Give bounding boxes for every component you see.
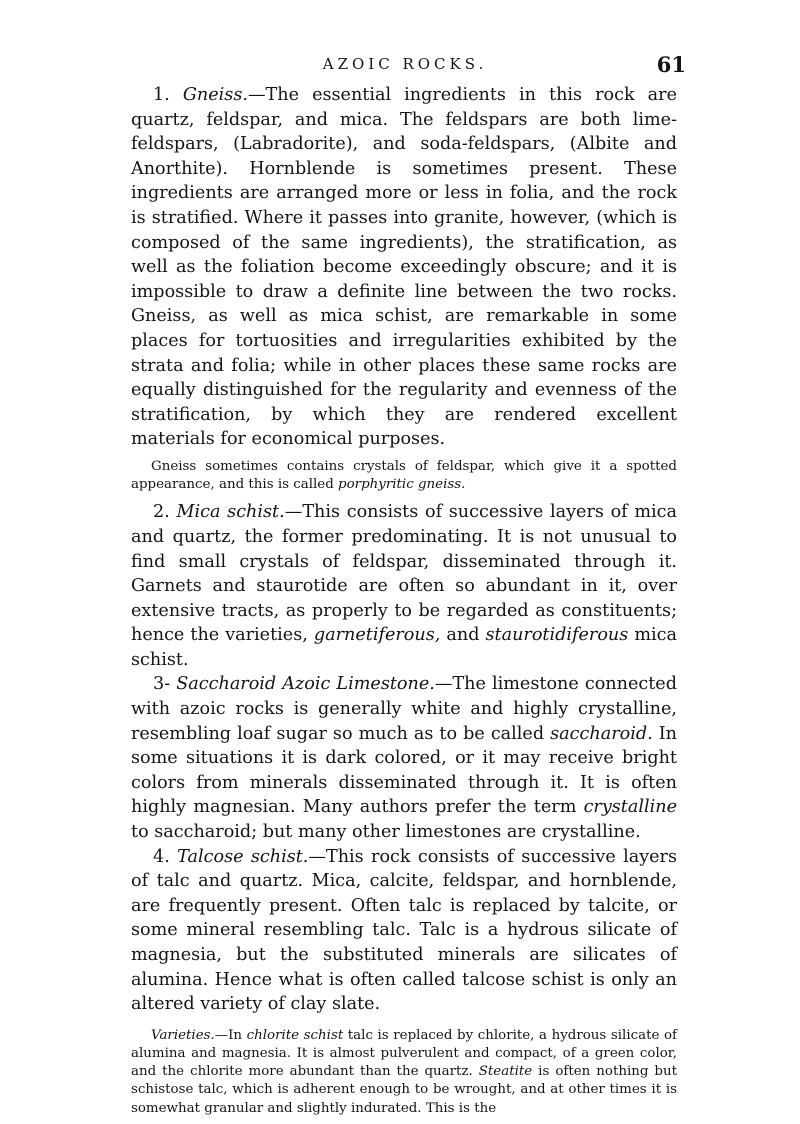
emphasis-term: crystalline [583, 797, 677, 818]
variety-term: staurotidiferous [485, 625, 629, 646]
paragraph-text: —The essential ingredients in this rock are quartz, feldspar, and mica. The feldspars are both lime-feldspars, (Labradorite), and soda-feldspars, (Albite and Anorthite). Hornblende is sometimes present. These ingredients are arranged more or less in folia, and the rock is stratified. Where it passes into granite, however, (which is composed of the same ingredients), the stratification, as well as the foliation become exceedingly obscure; and it is impossible to draw a definite line between the two rocks. Gneiss, as well as mica schist, are remarkable in some places for tortuosities and irregularities exhibited by the strata and folia; while in other places these same rocks are equally distinguished for the regularity and evenness of the stratification, by which they are rendered excellent materials for economical purposes. [131, 85, 677, 450]
paragraph-text: —The limestone connected with azoic rocks is generally white and highly crystalline, resembling loaf sugar so much as to be called [131, 674, 677, 744]
page-number: 61 [656, 52, 686, 77]
paragraph-text: and [440, 625, 486, 646]
running-title: AZOIC ROCKS. [322, 55, 488, 73]
note-varieties [131, 1027, 677, 1118]
section-number: 4. [153, 846, 170, 867]
paragraph-text: —This rock consists of successive layers of talc and quartz. Mica, calcite, feldspar, and hornblende, are frequently present. Often talc is replaced by talcite, or some mineral resembling talc. Talc is a hydrous silicate of magnesia, but the substituted minerals are silicates of alumina. Hence what is often called talcose schist is only an altered variety of clay slate. [131, 846, 677, 1015]
emphasis-term: saccharoid. [550, 723, 653, 744]
paragraph-text: In some situations it is dark colored, or it may receive bright colors from minerals disseminated through it. It is often highly magnesian. Many authors prefer the term [131, 723, 678, 818]
body-text [131, 83, 677, 1124]
paragraph-mica-schist [131, 500, 677, 672]
paragraph-gneiss [131, 83, 677, 452]
section-term: Talcose schist. [177, 846, 309, 867]
paragraph-text: —This consists of successive layers of mica and quartz, the former predominating. It is not unusual to find small crystals of feldspar, disseminated through it. Garnets and staurotide are often so abundant in it, over extensive tracts, as properly to be regarded as constituents; hence the varieties, [131, 502, 678, 646]
section-term: Saccharoid Azoic Limestone. [176, 674, 435, 695]
note-text: Gneiss sometimes contains crystals of feldspar, which give it a spotted appearance, and this is called [131, 458, 677, 493]
paragraph-text: mica schist. [131, 625, 677, 670]
section-number: 1. [153, 85, 170, 105]
section-number: 3- [153, 674, 171, 695]
note-term: Varieties. [151, 1027, 215, 1043]
note-porphyritic-gneiss [131, 458, 677, 494]
note-text: talc is replaced by chlorite, a hydrous silicate of alumina and magnesia. It is almost pulverulent and compact, of a green color, and the chlorite more abundant than the quartz. [131, 1027, 677, 1080]
section-term: Gneiss. [182, 85, 248, 105]
note-term: porphyritic gneiss. [338, 477, 466, 493]
variety-term: garnetiferous, [313, 625, 441, 646]
paragraph-text: to saccharoid; but many other limestones are crystalline. [131, 822, 641, 843]
paragraph-talcose-schist [131, 845, 677, 1017]
paragraph-limestone [131, 672, 677, 844]
note-term: chlorite schist [246, 1027, 344, 1043]
section-number: 2. [153, 502, 170, 523]
section-term: Mica schist. [176, 502, 285, 523]
note-text: is often nothing but schistose talc, which is adherent enough to be wrought, and at other times it is somewhat granular and slightly indurated. This is the [131, 1064, 677, 1116]
note-term: Steatite [478, 1064, 533, 1080]
running-head [130, 52, 686, 82]
note-text: —In [214, 1027, 247, 1043]
